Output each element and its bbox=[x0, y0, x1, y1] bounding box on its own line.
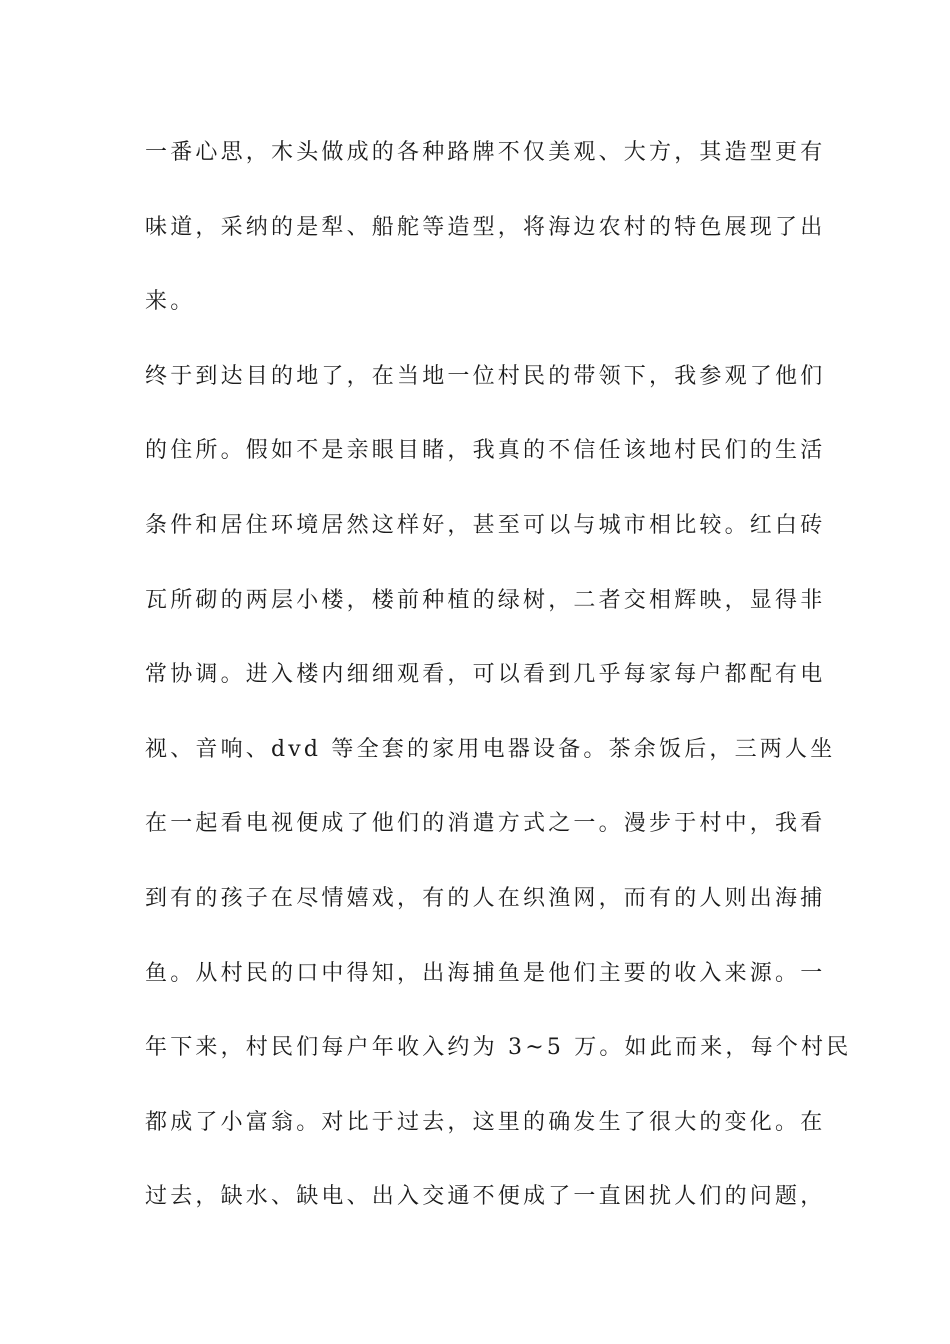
text-line: 瓦所砌的两层小楼，楼前种植的绿树，二者交相辉映，显得非 bbox=[145, 587, 826, 613]
text-line: 鱼。从村民的口中得知，出海捕鱼是他们主要的收入来源。一 bbox=[145, 960, 826, 986]
text-line: 都成了小富翁。对比于过去，这里的确发生了很大的变化。在 bbox=[145, 1109, 826, 1135]
text-line: 在一起看电视便成了他们的消遣方式之一。漫步于村中，我看 bbox=[145, 811, 826, 837]
body-text bbox=[145, 131, 852, 1250]
text-line: 的住所。假如不是亲眼目睹，我真的不信任该地村民们的生活 bbox=[145, 438, 826, 464]
text-line: 味道，采纳的是犁、船舵等造型，将海边农村的特色展现了出 bbox=[145, 214, 826, 240]
text-line: 终于到达目的地了，在当地一位村民的带领下，我参观了他们 bbox=[145, 363, 826, 389]
text-line: 来。 bbox=[145, 289, 196, 315]
text-line: 常协调。进入楼内细细观看，可以看到几乎每家每户都配有电 bbox=[145, 662, 826, 688]
text-line: 过去，缺水、缺电、出入交通不便成了一直困扰人们的问题， bbox=[145, 1184, 826, 1210]
text-line: 条件和居住环境居然这样好，甚至可以与城市相比较。红白砖 bbox=[145, 512, 826, 538]
text-line: 到有的孩子在尽情嬉戏，有的人在织渔网，而有的人则出海捕 bbox=[145, 885, 826, 911]
text-line: 一番心思，木头做成的各种路牌不仅美观、大方，其造型更有 bbox=[145, 140, 826, 165]
text-line: 年下来，村民们每户年收入约为 3~5 万。如此而来，每个村民 bbox=[145, 1035, 852, 1061]
text-line: 视、音响、dvd 等全套的家用电器设备。茶余饭后，三两人坐 bbox=[145, 736, 836, 762]
